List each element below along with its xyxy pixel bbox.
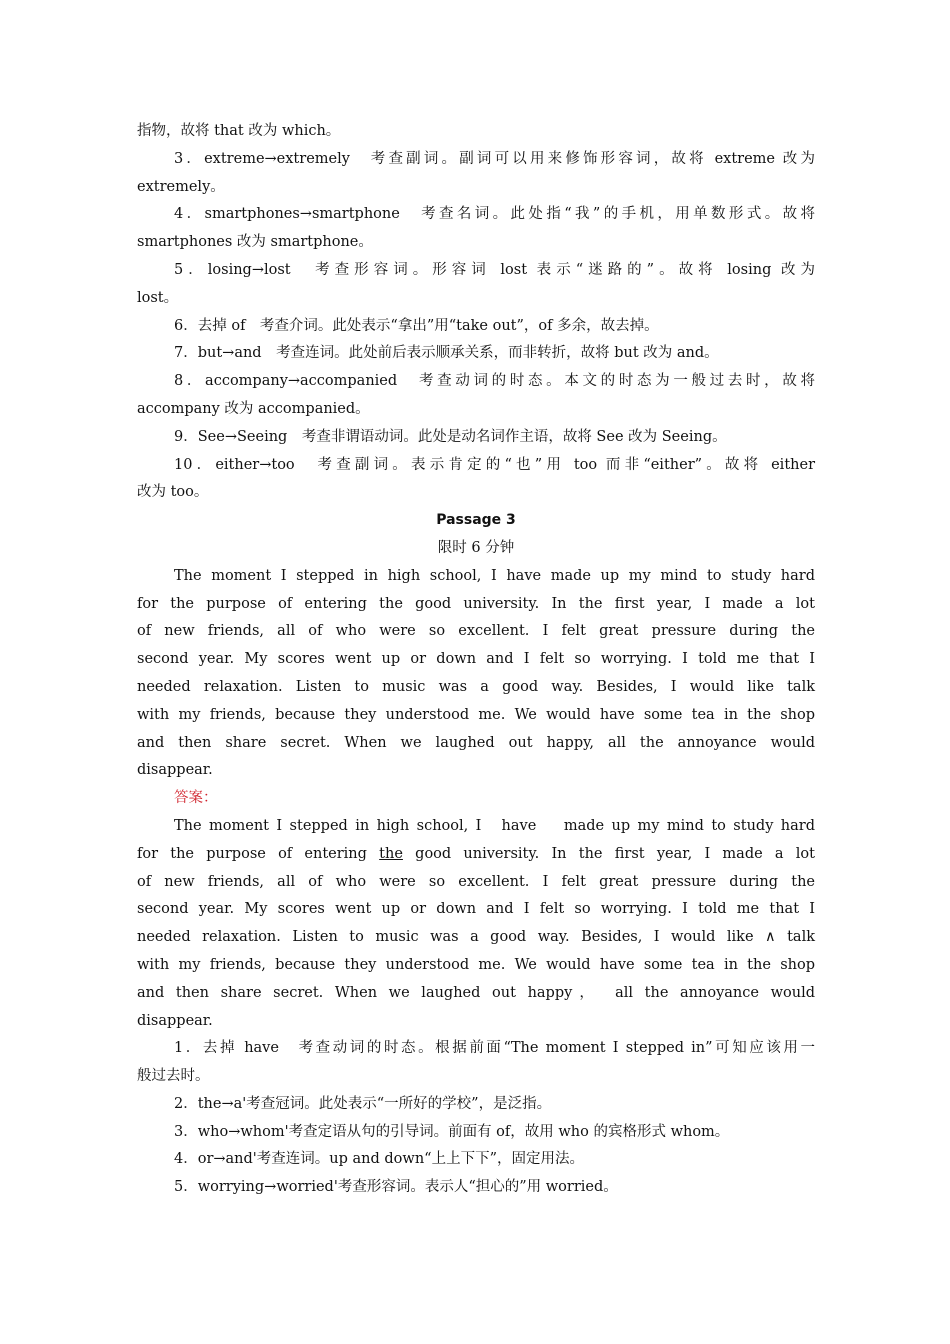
text-line: 8．accompany→accompanied 考查动词的时态。本文的时态为一般过去时，故将 — [174, 373, 815, 390]
underlined-word: the — [379, 845, 403, 862]
passage-line: with my friends, because they understood me. We would have some tea in the shop — [137, 706, 815, 723]
text-line: lost。 — [137, 289, 179, 306]
time-limit: 限时 6 分钟 — [437, 539, 515, 556]
passage-line: needed relaxation. Listen to music was a good way. Besides, I would like talk — [137, 678, 815, 695]
passage-line: of new friends, all of who were so excellent. I felt great pressure during the — [137, 623, 815, 640]
note-line: 3．who→whom'考查定语从句的引导词。前面有 of，故用 who 的宾格形式 whom。 — [174, 1123, 730, 1140]
text-line: 9．See→Seeing 考查非谓语动词。此处是动名词作主语，故将 See 改为 Seeing。 — [174, 428, 727, 445]
answer-line: second year. My scores went up or down and I felt so worrying. I told me that I — [137, 901, 815, 918]
text-line: smartphones 改为 smartphone。 — [137, 234, 373, 251]
text-line: 3．extreme→extremely 考查副词。副词可以用来修饰形容词，故将 extreme 改为 — [174, 150, 815, 167]
passage-line: The moment I stepped in high school, I have made up my mind to study hard — [174, 567, 815, 584]
passage-line: and then share secret. When we laughed out happy, all the annoyance would — [137, 734, 815, 751]
answer-text: for the purpose of entering — [137, 845, 380, 862]
note-line: 5．worrying→worried'考查形容词。表示人“担心的”用 worried。 — [174, 1179, 618, 1196]
text-line: 10．either→too 考查副词。表示肯定的“也”用 too 而非“either”。故将 either — [174, 456, 815, 473]
text-line: 7．but→and 考查连词。此处前后表示顺承关系，而非转折，故将 but 改为 and。 — [174, 345, 719, 362]
text-line: 6．去掉 of 考查介词。此处表示“拿出”用“take out”，of 多余，故去掉。 — [174, 317, 659, 334]
passage-line: for the purpose of entering the good university. In the first year, I made a lot — [137, 595, 815, 612]
answer-line: with my friends, because they understood me. We would have some tea in the shop — [137, 956, 815, 973]
text-line: accompany 改为 accompanied。 — [137, 400, 370, 417]
answer-text: good university. In the first year, I made a lot — [402, 845, 815, 862]
text-line: 改为 too。 — [137, 484, 209, 501]
passage-line: second year. My scores went up or down and I felt so worrying. I told me that I — [137, 651, 815, 668]
answer-line: disappear. — [137, 1012, 213, 1029]
text-line: 指物，故将 that 改为 which。 — [137, 123, 341, 139]
answer-line: needed relaxation. Listen to music was a good way. Besides, I would like ∧ talk — [137, 929, 815, 946]
text-line: extremely。 — [137, 178, 225, 195]
passage-title: Passage 3 — [436, 512, 516, 529]
text-line: 4．smartphones→smartphone 考查名词。此处指“我”的手机，用单数形式。故将 — [174, 206, 815, 223]
note-line: 1．去掉 have 考查动词的时态。根据前面“The moment I stepped in”可知应该用一 — [174, 1040, 815, 1057]
answer-line: and then share secret. When we laughed out happy， all the annoyance would — [137, 984, 815, 1001]
answer-line — [137, 841, 815, 869]
document-page — [137, 118, 815, 1202]
answer-line: of new friends, all of who were so excellent. I felt great pressure during the — [137, 873, 815, 890]
note-line: 般过去时。 — [137, 1068, 210, 1085]
answer-line: The moment I stepped in high school, I have made up my mind to study hard — [174, 817, 815, 834]
passage-line: disappear. — [137, 762, 213, 779]
note-line: 4．or→and'考查连词。up and down“上上下下”，固定用法。 — [174, 1151, 584, 1168]
note-line: 2．the→a'考查冠词。此处表示“一所好的学校”，是泛指。 — [174, 1095, 552, 1112]
text-line: 5．losing→lost 考查形容词。形容词 lost 表示“迷路的”。故将 losing 改为 — [174, 261, 815, 278]
answer-label: 答案： — [174, 790, 218, 807]
